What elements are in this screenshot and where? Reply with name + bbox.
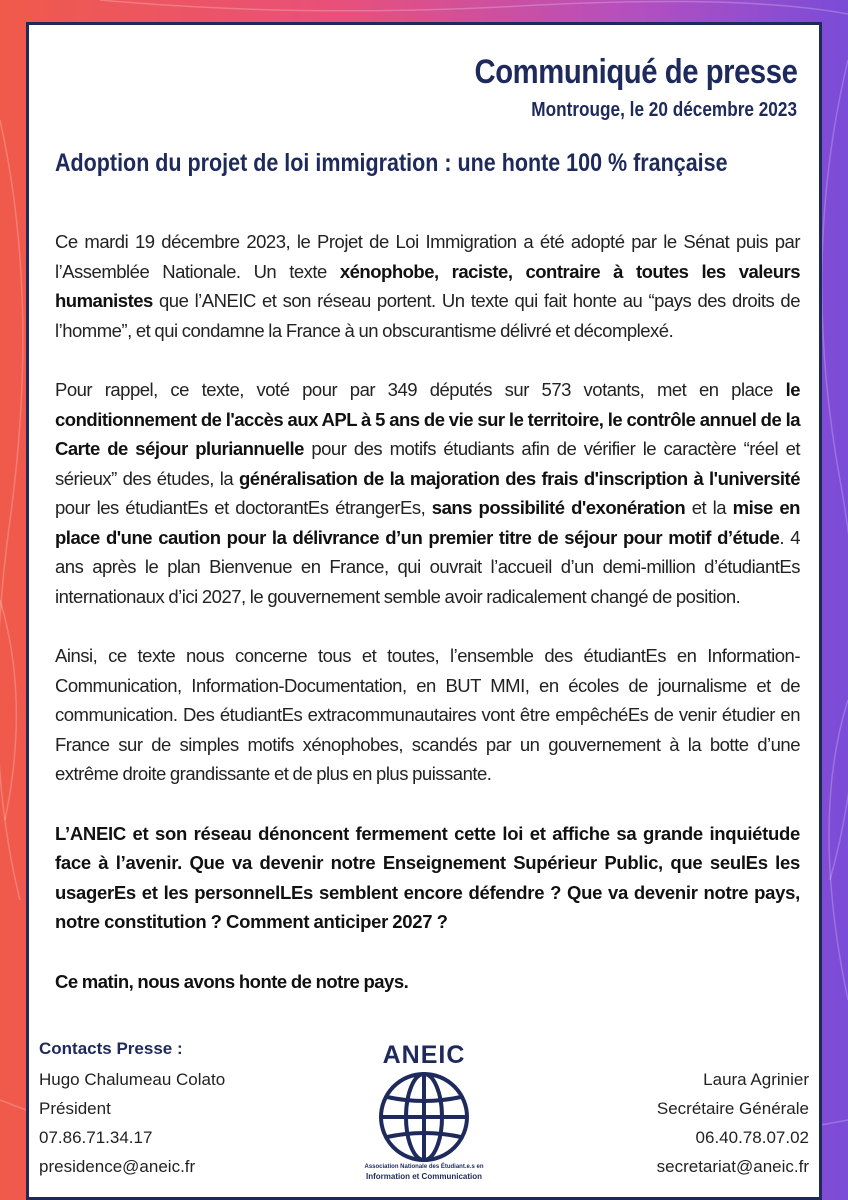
- bold-span: xénophobe, raciste, contraire à toutes les valeurs humanistes: [55, 260, 800, 311]
- text-span: Ce mardi 19 décembre 2023, le Projet de Loi Immigration a été adopté par le Sénat puis par l’Assemblée Nationale. Un texte: [55, 231, 800, 282]
- paragraph-5: [55, 967, 800, 997]
- bold-span: mise en place d'une caution pour la délivrance d’un premier titre de séjour pour motif d’étude: [55, 497, 800, 548]
- contact-role: Secrétaire Générale: [656, 1099, 809, 1118]
- contact-president: [39, 1065, 225, 1181]
- aneic-logo: [354, 1041, 494, 1185]
- paragraph-1: [55, 227, 800, 345]
- location-date: Montrouge, le 20 décembre 2023: [531, 99, 797, 121]
- paragraph-2: [55, 375, 800, 611]
- headline: Adoption du projet de loi immigration : une honte 100 % française: [55, 149, 728, 177]
- bold-span: le conditionnement de l'accès aux APL à 5 ans de vie sur le territoire, le contrôle annuel de la Carte de séjour pluriannuelle: [55, 379, 800, 459]
- bold-span: sans possibilité d'exonération: [431, 497, 686, 518]
- text-span: et la: [685, 497, 733, 518]
- bold-span: L’ANEIC et son réseau dénoncent fermement cette loi et affiche sa grande inquiétude face à l’avenir. Que va devenir notre Enseignement Supérieur Public, que seulEs les usagerEs et les personnelLEs semblent encore défendre ? Que va devenir notre pays, notre constitution ? Comment anticiper 2027 ?: [55, 822, 800, 932]
- logo-caption: [354, 1163, 494, 1181]
- text-span: que l’ANEIC et son réseau portent. Un texte qui fait honte au “pays des droits de l’homme”, et qui condamne la France à un obscurantisme délivré et décomplexé.: [55, 290, 800, 341]
- logo-name: ANEIC: [382, 1041, 466, 1069]
- contact-role: Président: [39, 1099, 111, 1118]
- contact-name: Laura Agrinier: [703, 1070, 809, 1089]
- text-span: Pour rappel, ce texte, voté pour par 349 députés sur 573 votants, met en place: [55, 379, 786, 400]
- contacts-label: Contacts Presse :: [39, 1039, 183, 1058]
- contact-phone: 06.40.78.07.02: [695, 1128, 809, 1147]
- bold-span: généralisation de la majoration des frais d'inscription à l'université: [238, 467, 800, 489]
- paragraph-3: Ainsi, ce texte nous concerne tous et toutes, l’ensemble des étudiantEs en Information-Communication, Information-Documentation, en BUT MMI, en écoles de journalisme et de communication. Des étudiantEs extracommunautaires vont être empêchéEs de venir étudier en France sur de simples motifs xénophobes, scandés par un gouvernement à la botte d’une extrême droite grandissante et de plus en plus puissante.: [55, 645, 800, 784]
- logo-caption-line: Association Nationale des Étudiant.e.s en: [364, 1164, 484, 1170]
- contact-phone: 07.86.71.34.17: [39, 1128, 153, 1147]
- contact-email: presidence@aneic.fr: [39, 1157, 196, 1176]
- contact-secretary: [657, 1065, 809, 1181]
- paragraph-4: [55, 819, 800, 937]
- page-title: Communiqué de presse: [474, 53, 797, 91]
- contact-email: secretariat@aneic.fr: [656, 1157, 809, 1176]
- logo-caption-line: Information et Communication: [366, 1172, 482, 1181]
- text-span: pour les étudiantEs et doctorantEs étrangerEs,: [55, 497, 432, 518]
- text-span: pour des motifs étudiants afin de vérifier le caractère “réel et sérieux” des études, la: [55, 438, 801, 489]
- press-release-body: [55, 227, 800, 1026]
- text-span: . 4 ans après le plan Bienvenue en France, qui ouvrait l’accueil d’un demi-million d’étudiantEs internationaux d’ici 2027, le gouvernement semble avoir radicalement changé de position.: [55, 526, 800, 607]
- bold-span: Ce matin, nous avons honte de notre pays.: [55, 970, 409, 992]
- press-release-page: [26, 22, 822, 1200]
- contact-name: Hugo Chalumeau Colato: [39, 1070, 226, 1089]
